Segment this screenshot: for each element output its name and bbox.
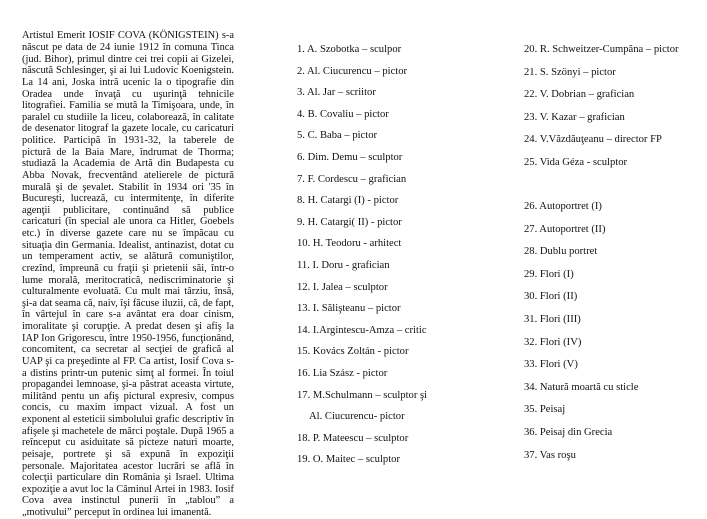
list-item: 24. V.Văzdăuţeanu – director FP	[524, 134, 662, 146]
work-item: 27. Autoportret (II)	[524, 223, 606, 235]
list-item: 20. R. Schweitzer-Cumpăna – pictor	[524, 44, 679, 55]
portraits-list	[297, 43, 427, 475]
list-item: 11. I. Doru - grafician	[297, 259, 390, 271]
list-item: 12. I. Jalea – sculptor	[297, 281, 388, 293]
portraits-and-works-list	[524, 43, 679, 471]
list-item: 6. Dim. Demu – sculptor	[297, 151, 403, 163]
list-item: 22. V. Dobrian – grafician	[524, 89, 635, 101]
list-item: 4. B. Covaliu – pictor	[297, 108, 389, 120]
work-item: 37. Vas roşu	[524, 449, 576, 461]
work-item: 33. Flori (V)	[524, 359, 578, 371]
work-item: 36. Peisaj din Grecia	[524, 426, 613, 438]
list-item: 2. Al. Ciucurencu – pictor	[297, 65, 408, 77]
list-item: 3. Al. Jar – scriitor	[297, 87, 376, 99]
list-item: 18. P. Mateescu – sculptor	[297, 432, 409, 444]
work-item: 29. Flori (I)	[524, 268, 574, 280]
list-item: 7. F. Cordescu – grafician	[297, 173, 407, 185]
artist-biography: Artistul Emerit IOSIF COVA (KÖNIGSTEIN) s-a născut pe data de 24 iunie 1912 în comuna Tinca (jud. Bihor), primul dintre cei trei copii ai Gizelei, născută Schlesinger, şi ai lui Ludovic Koenigstein. La 14 ani, Joska intră ucenic la o tipografie din Oradea unde învaţă cu uşurinţă tehnicile litografiei. Familia se mută la Timişoara, unde, în paralel cu studiile la liceu, colaborează, în calitate de desenator litograf la gazete locale, cu caricaturi politice. Participă în 1931-32, la taberele de pictură de la Baia Mare, îndrumat de Thorma; studiază la Academia de Artă din Budapesta cu Abba Novak, frecventând atelierele de pictură murală şi de şevalet. Stabilit în 1934 ori '35 în Bucureşti, lucrează, cu intermitenţe, în diferite agenţii publicitare, continuând să publice caricaturi (în special ale unora ca Hitler, Goebels etc.) în diverse gazete care nu se împăcau cu situaţia din Germania. Idealist, antinazist, dotat cu un temperament activ, se alătură comuniştilor, crezînd, împreună cu fraţii şi prietenii săi, într-o lume morală, meritocratică, nediscriminatorie şi culturalmente evoluată. Cu mult mai târziu, însă, şi-a dat seama că, naiv, îşi făcuse iluzii, că, de fapt, în vârtejul în care s-a avântat era doar cinism, imoralitate şi corupţie. A predat desen şi afiş la IAP Ion Grigorescu, între 1950-1956, funcţionând, concomitent, ca secretar al secţiei de grafică al UAP şi ca preşedinte al FP. Ca artist, Iosif Cova s-a distins printr-un putenic simţ al formei. În toiul propagandei lemnoase, şi-a păstrat aceasta virtute, militând pentu un afiş pictural expresiv, compus concis, cu maxim impact vizual. A fost un exponent al esteticii simbolului grafic descriptiv în afişele şi machetele de mărci poştale. După 1965 a reînceput cu asiduitate să picteze naturi moarte, peisaje, portrete şi să expună în expoziţii personale. Majoritatea acestor lucrări se află în colecţii particulare din România şi Israel. Ultima expoziţie a avut loc la Căminul Artei in 1983. Iosif Cova avea instinctul punerii în „tablou” a „motivului” perceput în ordinea lui imanentă.	[22, 30, 234, 519]
list-item: 16. Lia Szász - pictor	[297, 367, 388, 379]
list-item: 13. I. Sălişteanu – pictor	[297, 303, 401, 315]
work-item: 28. Dublu portret	[524, 246, 598, 258]
list-item: 10. H. Teodoru - arhitect	[297, 238, 402, 250]
list-item: 9. H. Catargi( II) - pictor	[297, 216, 402, 228]
list-item: 5. C. Baba – pictor	[297, 130, 378, 142]
list-item-continuation: Al. Ciucurencu- pictor	[309, 411, 405, 423]
list-item: 1. A. Szobotka – sculpor	[297, 44, 402, 55]
list-item: 25. Vida Géza - sculptor	[524, 156, 628, 168]
work-item: 34. Natură moartă cu sticle	[524, 381, 639, 393]
list-item: 17. M.Schulmann – sculptor şi	[297, 389, 428, 401]
list-item: 14. I.Argintescu-Amza – critic	[297, 324, 427, 336]
list-item: 8. H. Catargi (I) - pictor	[297, 195, 399, 207]
list-item: 23. V. Kazar – grafician	[524, 111, 625, 123]
work-item: 32. Flori (IV)	[524, 336, 582, 348]
work-item: 30. Flori (II)	[524, 291, 578, 303]
work-item: 26. Autoportret (I)	[524, 200, 602, 212]
list-item: 19. O. Maitec – sculptor	[297, 454, 400, 466]
work-item: 35. Peisaj	[524, 404, 566, 416]
list-item: 15. Kovács Zoltán - pictor	[297, 346, 409, 358]
work-item: 31. Flori (III)	[524, 313, 581, 325]
list-item: 21. S. Szönyi – pictor	[524, 66, 616, 78]
